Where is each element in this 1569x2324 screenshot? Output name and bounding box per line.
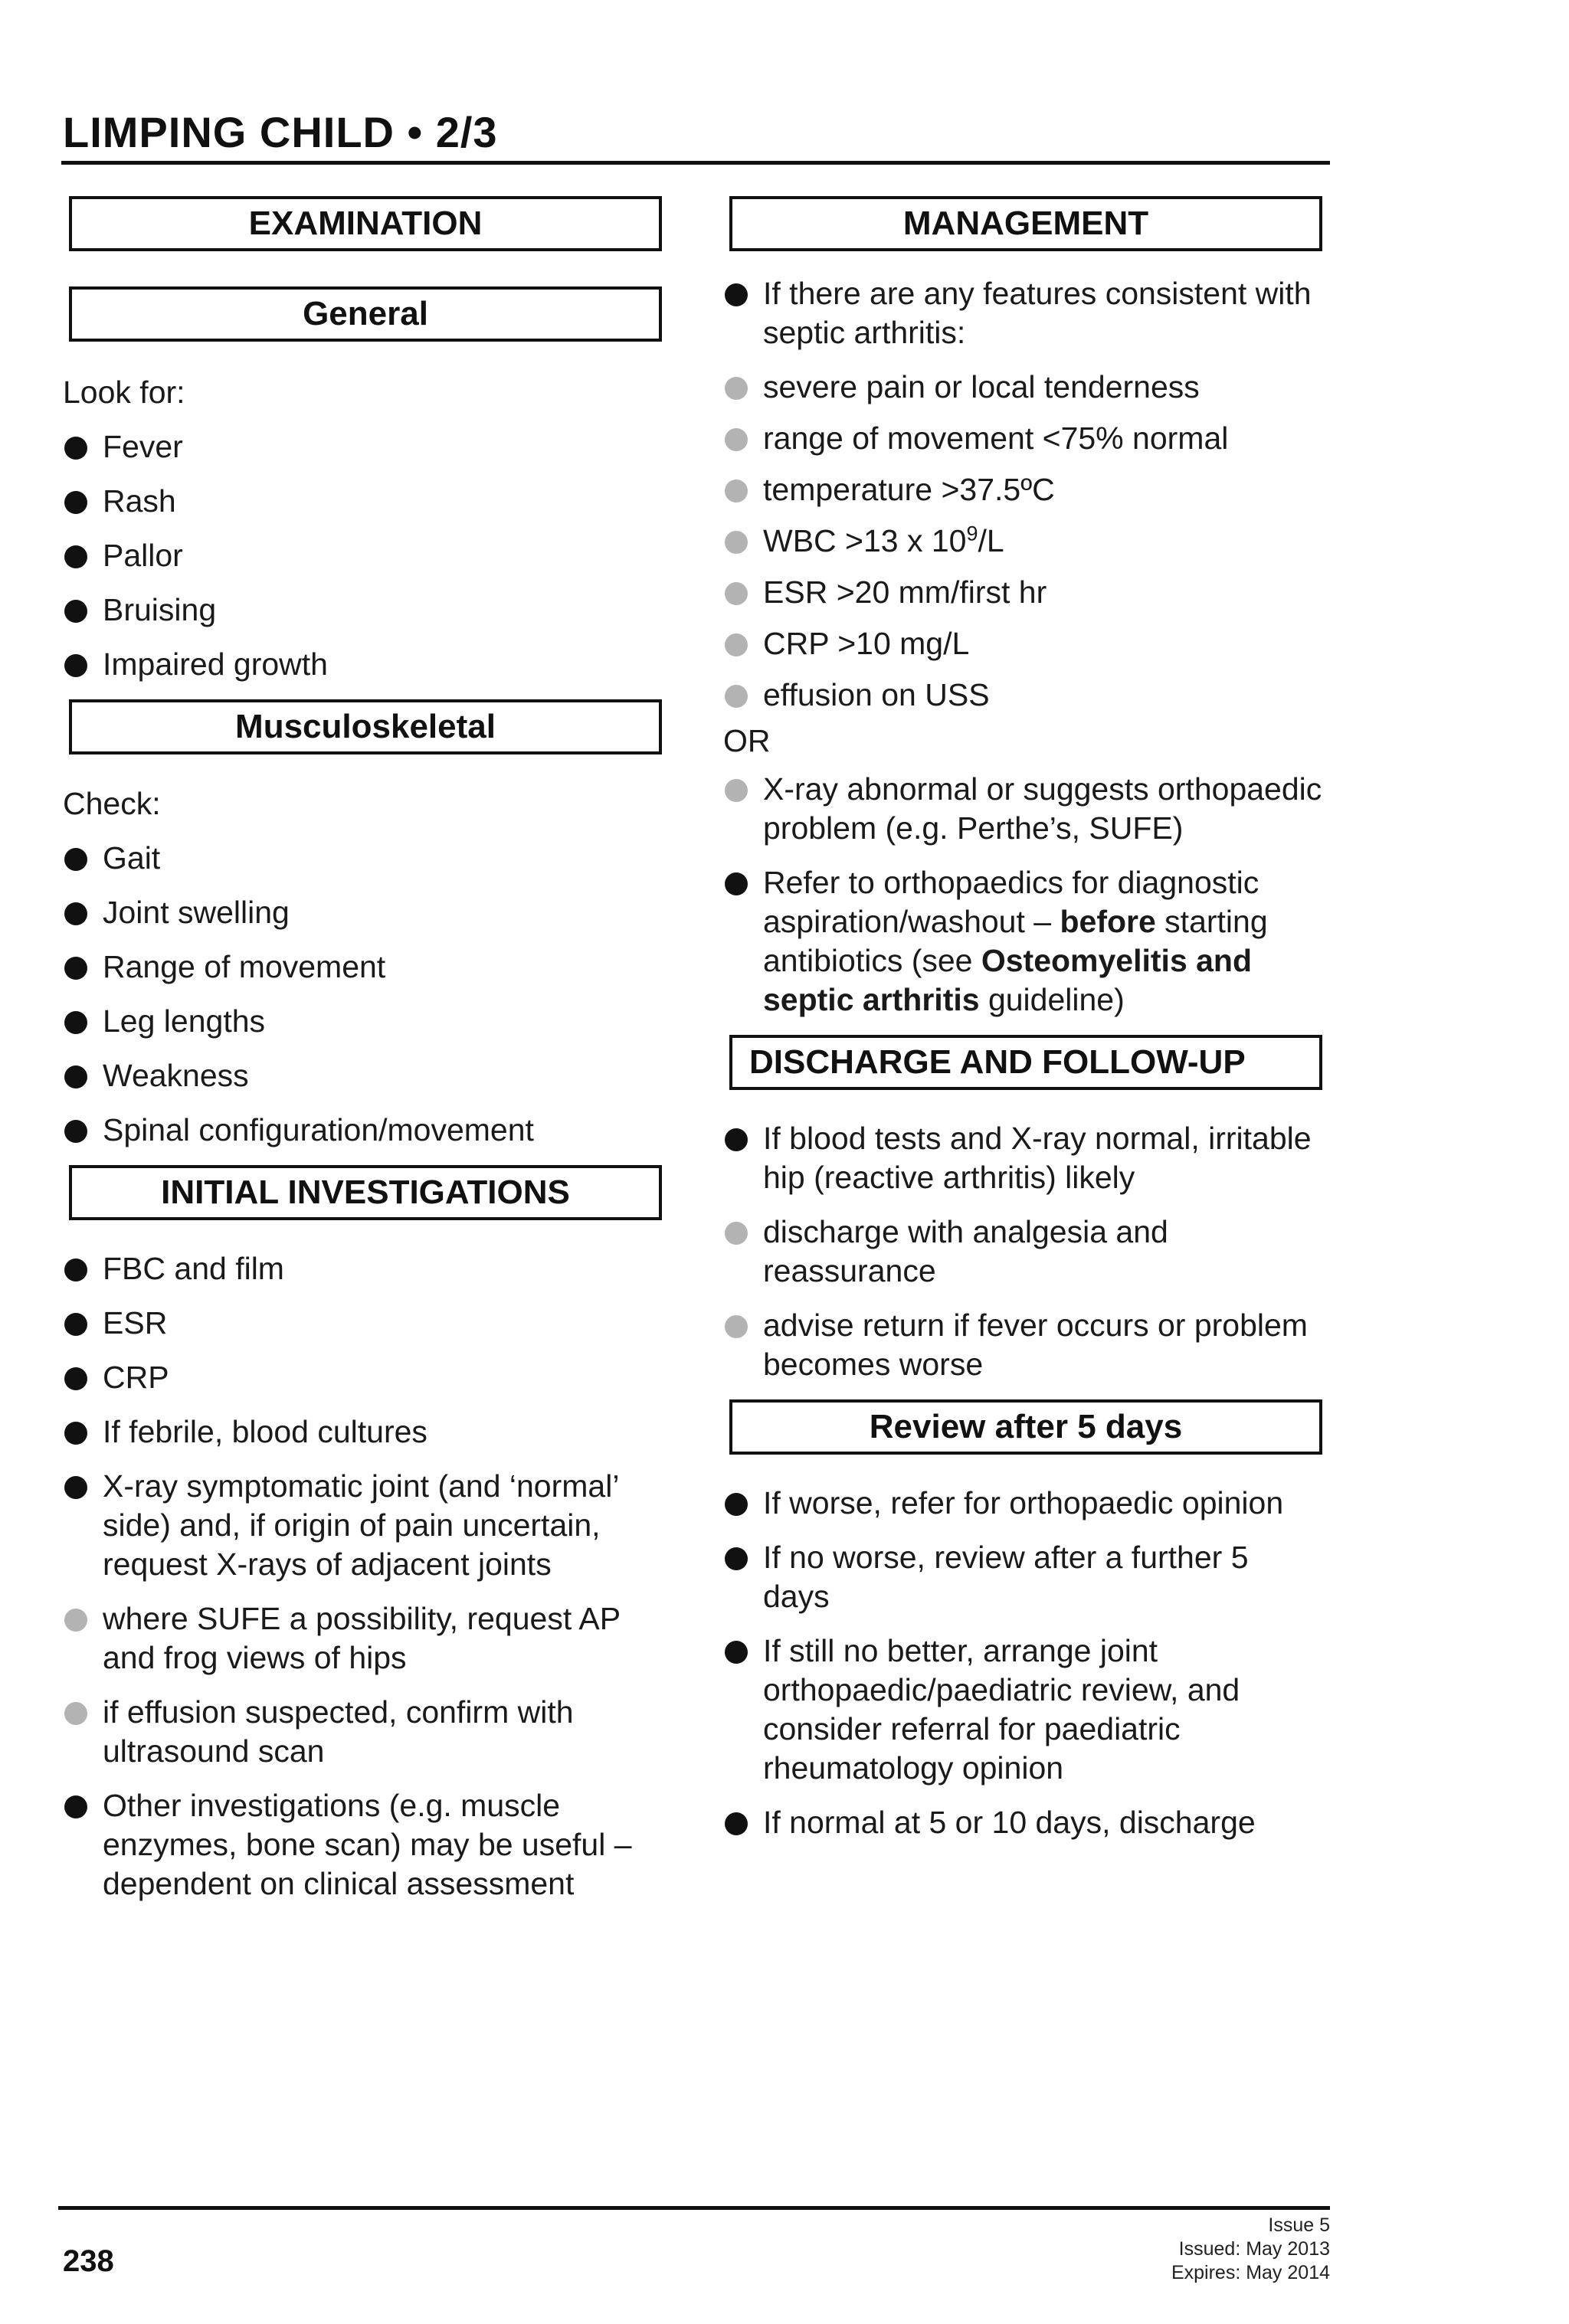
refer-text-3: guideline) xyxy=(979,982,1125,1017)
list-item: If there are any features consistent with septic arthritis: xyxy=(728,274,1322,352)
discharge-heading: DISCHARGE AND FOLLOW-UP xyxy=(729,1035,1322,1090)
issue-info xyxy=(1171,2214,1330,2285)
review-list xyxy=(728,1484,1322,1842)
list-item: Gait xyxy=(67,839,662,878)
list-item: FBC and film xyxy=(67,1249,662,1288)
header-rule xyxy=(61,161,1330,165)
list-item: If blood tests and X-ray normal, irritable hip (reactive arthritis) likely xyxy=(728,1119,1322,1197)
management-list xyxy=(728,274,1322,715)
list-item: ESR xyxy=(67,1304,662,1343)
list-item: temperature >37.5ºC xyxy=(728,470,1322,509)
list-item: discharge with analgesia and reassurance xyxy=(728,1213,1322,1291)
list-item: Spinal configuration/movement xyxy=(67,1111,662,1150)
list-item xyxy=(728,522,1322,561)
musculoskeletal-list xyxy=(67,839,662,1150)
wbc-exponent: 9 xyxy=(966,522,978,545)
refer-bold-1: before xyxy=(1060,904,1156,939)
general-heading: General xyxy=(69,286,662,342)
list-item: If normal at 5 or 10 days, discharge xyxy=(728,1803,1322,1842)
investigations-list xyxy=(67,1249,662,1903)
list-item: severe pain or local tenderness xyxy=(728,368,1322,407)
issued-date: Issued: May 2013 xyxy=(1178,2238,1330,2260)
list-item: Joint swelling xyxy=(67,893,662,932)
list-item: Fever xyxy=(67,427,662,466)
list-item: Bruising xyxy=(67,591,662,630)
list-item: CRP xyxy=(67,1358,662,1397)
examination-heading: EXAMINATION xyxy=(69,196,662,251)
list-item: effusion on USS xyxy=(728,676,1322,715)
list-item: Other investigations (e.g. muscle enzymes, bone scan) may be useful – dependent on clinical assessment xyxy=(67,1786,662,1903)
management-column xyxy=(723,196,1322,1858)
discharge-list xyxy=(728,1119,1322,1384)
investigations-heading: INITIAL INVESTIGATIONS xyxy=(69,1165,662,1220)
examination-column xyxy=(63,196,662,1919)
list-item: If still no better, arrange joint orthopaedic/paediatric review, and consider referral for paediatric rheumatology opinion xyxy=(728,1632,1322,1788)
general-list xyxy=(67,427,662,684)
list-item: range of movement <75% normal xyxy=(728,419,1322,458)
wbc-text: WBC >13 x 10 xyxy=(763,523,967,558)
list-item: if effusion suspected, confirm with ultrasound scan xyxy=(67,1693,662,1771)
refer-bold-2: Osteomyelitis and septic arthritis xyxy=(763,943,1253,1017)
musculoskeletal-intro: Check: xyxy=(63,786,161,821)
list-item: Range of movement xyxy=(67,948,662,987)
refer-text-2: starting antibiotics (see xyxy=(763,904,1268,978)
refer-text-1: Refer to orthopaedics for diagnostic aspiration/washout – xyxy=(763,865,1259,939)
list-item: advise return if fever occurs or problem becomes worse xyxy=(728,1306,1322,1384)
management-heading: MANAGEMENT xyxy=(729,196,1322,251)
list-item: Impaired growth xyxy=(67,645,662,684)
or-label: OR xyxy=(723,723,771,758)
list-item: CRP >10 mg/L xyxy=(728,624,1322,663)
issue-number: Issue 5 xyxy=(1268,2214,1330,2236)
general-intro: Look for: xyxy=(63,375,185,410)
list-item: If febrile, blood cultures xyxy=(67,1412,662,1452)
list-item: Leg lengths xyxy=(67,1002,662,1041)
page-title: LIMPING CHILD • 2/3 xyxy=(63,108,498,156)
list-item: Weakness xyxy=(67,1056,662,1095)
musculoskeletal-heading: Musculoskeletal xyxy=(69,699,662,754)
list-item: If no worse, review after a further 5 days xyxy=(728,1538,1322,1616)
list-item: ESR >20 mm/first hr xyxy=(728,573,1322,612)
list-item xyxy=(728,863,1322,1020)
list-item: where SUFE a possibility, request AP and frog views of hips xyxy=(67,1599,662,1678)
expiry-date: Expires: May 2014 xyxy=(1171,2262,1330,2283)
wbc-unit: /L xyxy=(978,523,1004,558)
list-item: Pallor xyxy=(67,536,662,575)
page-number: 238 xyxy=(63,2244,114,2278)
management-list-2 xyxy=(728,770,1322,1020)
list-item: X-ray abnormal or suggests orthopaedic problem (e.g. Perthe’s, SUFE) xyxy=(728,770,1322,848)
review-heading: Review after 5 days xyxy=(729,1399,1322,1455)
list-item: If worse, refer for orthopaedic opinion xyxy=(728,1484,1322,1523)
list-item: X-ray symptomatic joint (and ‘normal’ side) and, if origin of pain uncertain, request X-rays of adjacent joints xyxy=(67,1467,662,1584)
list-item: Rash xyxy=(67,482,662,521)
footer-rule xyxy=(58,2206,1330,2210)
